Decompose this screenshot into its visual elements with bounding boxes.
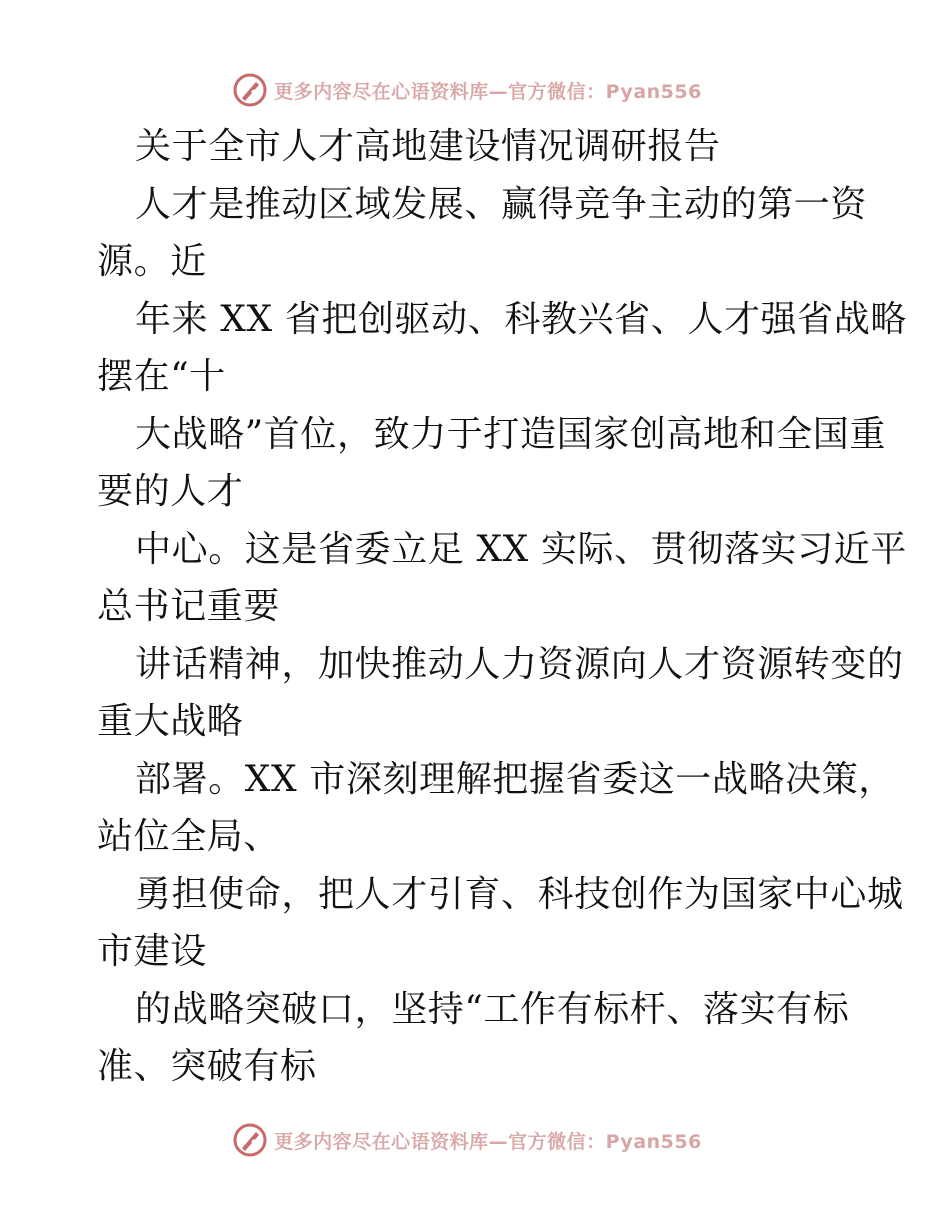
text-line: 准、突破有标 [97, 1046, 317, 1087]
text-line: 中心。这是省委立足 XX 实际、贯彻落实习近平 [135, 528, 907, 570]
watermark-text: 更多内容尽在心语资料库—官方微信：Pyan556 [274, 1130, 702, 1153]
document-title: 关于全市人才高地建设情况调研报告 [135, 126, 721, 167]
text-line: 人才是推动区域发展、赢得竞争主动的第一资 [135, 183, 868, 225]
text-line: 的战略突破口，坚持“工作有标杆、落实有标 [135, 988, 850, 1030]
watermark-text: 更多内容尽在心语资料库—官方微信：Pyan556 [274, 80, 702, 103]
pen-nib-logo-icon [232, 1122, 268, 1158]
text-line: 勇担使命，把人才引育、科技创作为国家中心城 [135, 873, 904, 915]
text-line: 总书记重要 [97, 586, 281, 627]
text-line: 年来 XX 省把创驱动、科教兴省、人才强省战略 [135, 298, 907, 340]
text-line: 源。近 [97, 241, 207, 282]
text-line: 摆在“十 [97, 356, 226, 397]
text-line: 讲话精神，加快推动人力资源向人才资源转变的 [135, 643, 904, 685]
text-line: 大战略”首位，致力于打造国家创高地和全国重 [135, 413, 887, 455]
text-line: 要的人才 [97, 471, 244, 512]
footer-watermark-banner [0, 1120, 950, 1160]
text-line: 部署。XX 市深刻理解把握省委这一战略决策， [135, 758, 895, 800]
text-line: 市建设 [97, 931, 207, 972]
text-line: 重大战略 [97, 701, 244, 742]
text-line: 站位全局、 [97, 816, 281, 857]
document-body [97, 118, 907, 1096]
header-watermark-banner [0, 70, 950, 110]
pen-nib-logo-icon [232, 72, 268, 108]
